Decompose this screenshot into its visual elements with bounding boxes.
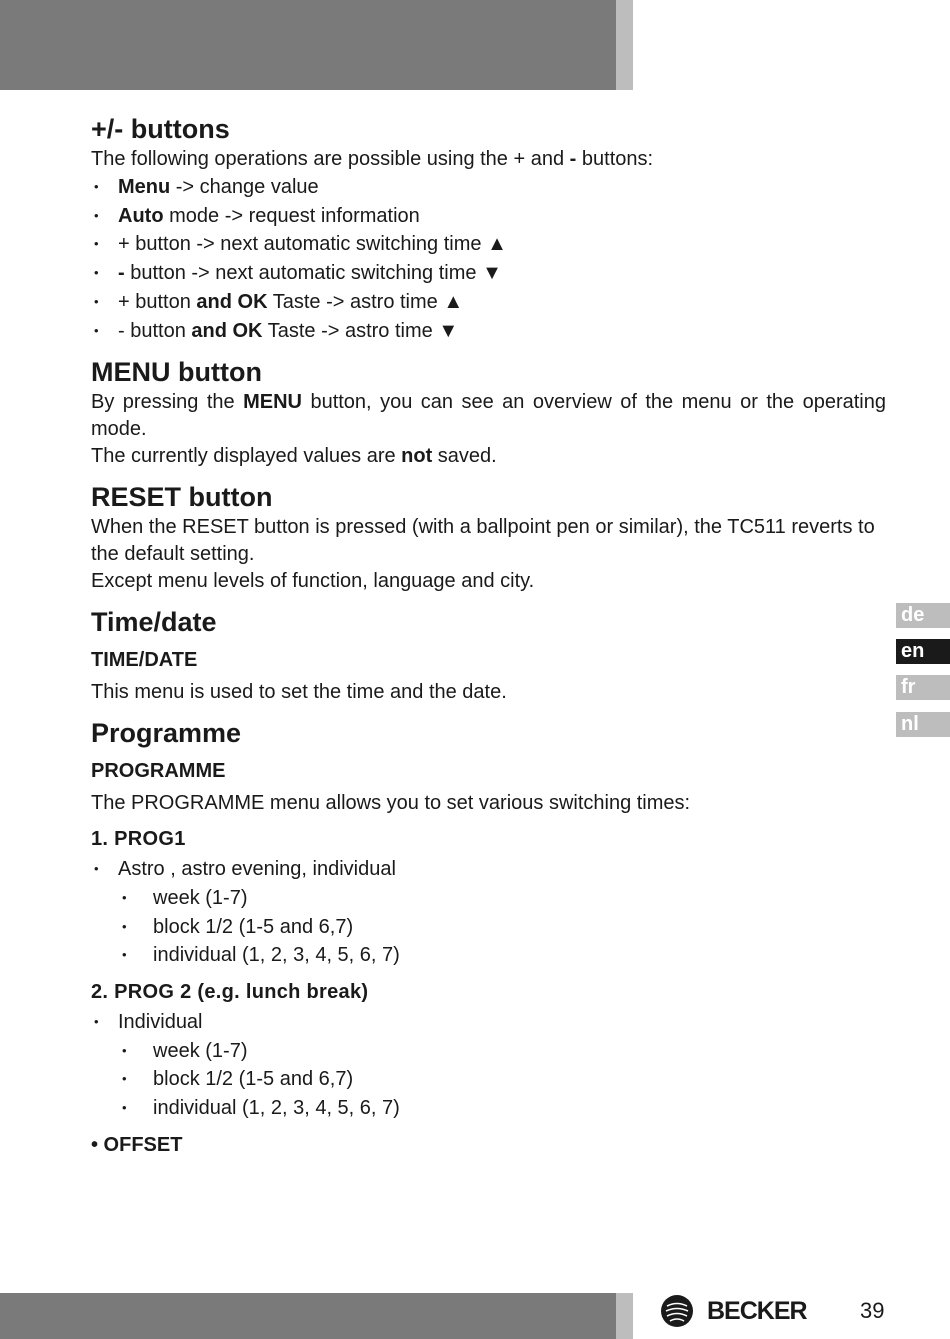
menu-paragraph: By pressing the MENU button, you can see an overview of the menu or the operating mode. [91,391,886,441]
list-item: • week (1-7) [91,1037,886,1066]
time-subheading: TIME/DATE [91,649,198,672]
buttons-list [91,173,886,345]
time-paragraph: This menu is used to set the time and the date. [91,681,507,704]
list-item: • week (1-7) [91,884,886,913]
reset-note: Except menu levels of function, language and city. [91,570,535,593]
list-item: • individual (1, 2, 3, 4, 5, 6, 7) [91,1094,886,1123]
time-heading: Time/date [91,607,217,638]
buttons-heading: +/- buttons [91,114,230,144]
page-number: 39 [860,1298,885,1323]
menu-note: The currently displayed values are not saved. [91,445,497,468]
prog1-heading: 1. PROG1 [91,828,186,851]
header-bar-edge [616,0,633,90]
programme-heading: Programme [91,718,242,749]
programme-subheading: PROGRAMME [91,760,226,783]
list-item: • Individual [91,1008,886,1037]
prog2-heading: 2. PROG 2 (e.g. lunch break) [91,981,369,1004]
list-item: • individual (1, 2, 3, 4, 5, 6, 7) [91,941,886,970]
footer-bar-edge [616,1293,633,1339]
list-item: • - button -> next automatic switching time ▼ [91,259,886,288]
list-item: • Auto mode -> request information [91,202,886,231]
list-item: • block 1/2 (1-5 and 6,7) [91,1065,886,1094]
header-bar [0,0,616,90]
page-content [91,112,886,1159]
language-tab-de[interactable]: de [896,603,950,628]
footer-bar [0,1293,616,1339]
list-item: • block 1/2 (1-5 and 6,7) [91,913,886,942]
list-item: • + button and OK Taste -> astro time ▲ [91,288,886,317]
menu-heading: MENU button [91,357,262,388]
programme-paragraph: The PROGRAMME menu allows you to set various switching times: [91,792,691,815]
list-item: • + button -> next automatic switching time ▲ [91,230,886,259]
brand-name: BECKER [707,1297,807,1325]
language-tab-nl[interactable]: nl [896,712,950,737]
buttons-intro: The following operations are possible using the + and - buttons: [91,148,654,170]
offset-heading: • OFFSET [91,1133,183,1156]
list-item: • Menu -> change value [91,173,886,202]
prog1-sublist [91,884,886,970]
list-item: • - button and OK Taste -> astro time ▼ [91,317,886,346]
list-item: • Astro , astro evening, individual [91,855,886,884]
language-tab-en[interactable]: en [896,639,950,664]
reset-heading: RESET button [91,482,273,513]
prog2-sublist [91,1037,886,1123]
prog1-list [91,855,886,884]
prog2-list [91,1008,886,1037]
language-tab-fr[interactable]: fr [896,675,950,700]
becker-logo-icon [660,1294,694,1328]
reset-paragraph: When the RESET button is pressed (with a ballpoint pen or similar), the TC511 reverts to the default setting. [91,516,875,566]
